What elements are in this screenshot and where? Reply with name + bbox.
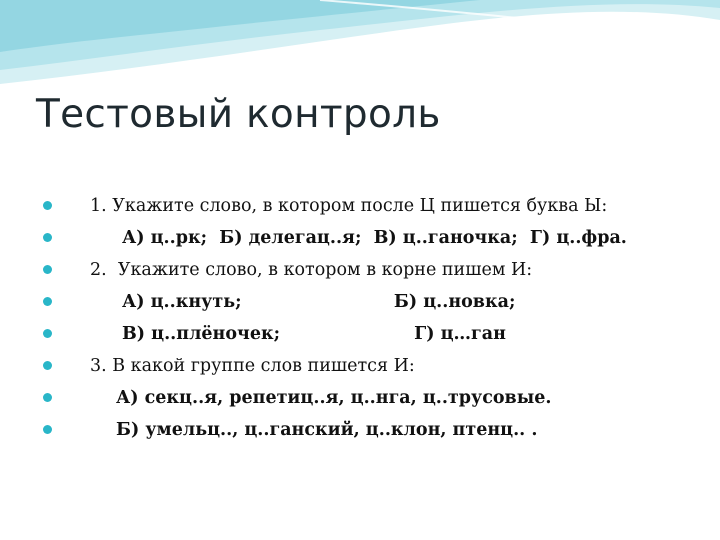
list-item (0, 288, 720, 318)
question-3-text: 3. В какой группе слов пишется И: (90, 356, 415, 376)
circle-bullet-icon (43, 201, 52, 210)
question-1-options: А) ц..рк; Б) делегац..я; В) ц..ганочка; Г) ц..фра. (122, 228, 627, 248)
circle-bullet-icon (43, 265, 52, 274)
question-2-options-ab: А) ц..кнуть; Б) ц..новка; (122, 292, 516, 312)
list-item (0, 416, 720, 446)
question-2-text: 2. Укажите слово, в котором в корне пишем И: (90, 260, 533, 280)
question-3-option-a: А) секц..я, репетиц..я, ц..нга, ц..трусовые. (116, 388, 552, 408)
circle-bullet-icon (43, 233, 52, 242)
question-3-option-b: Б) умельц.., ц..ганский, ц..клон, птенц.. . (116, 420, 538, 440)
question-1-text: 1. Укажите слово, в котором после Ц пишется буква Ы: (90, 196, 608, 216)
circle-bullet-icon (43, 425, 52, 434)
circle-bullet-icon (43, 297, 52, 306)
page-title: Тестовый контроль (36, 92, 441, 137)
question-2-options-vg: В) ц..плёночек; Г) ц…ган (122, 324, 506, 344)
list-item (0, 384, 720, 414)
list-item (0, 320, 720, 350)
list-item (0, 224, 720, 254)
list-item (0, 192, 720, 222)
circle-bullet-icon (43, 393, 52, 402)
list-item (0, 352, 720, 382)
header-wave-decoration (0, 0, 720, 90)
circle-bullet-icon (43, 361, 52, 370)
list-item (0, 256, 720, 286)
circle-bullet-icon (43, 329, 52, 338)
